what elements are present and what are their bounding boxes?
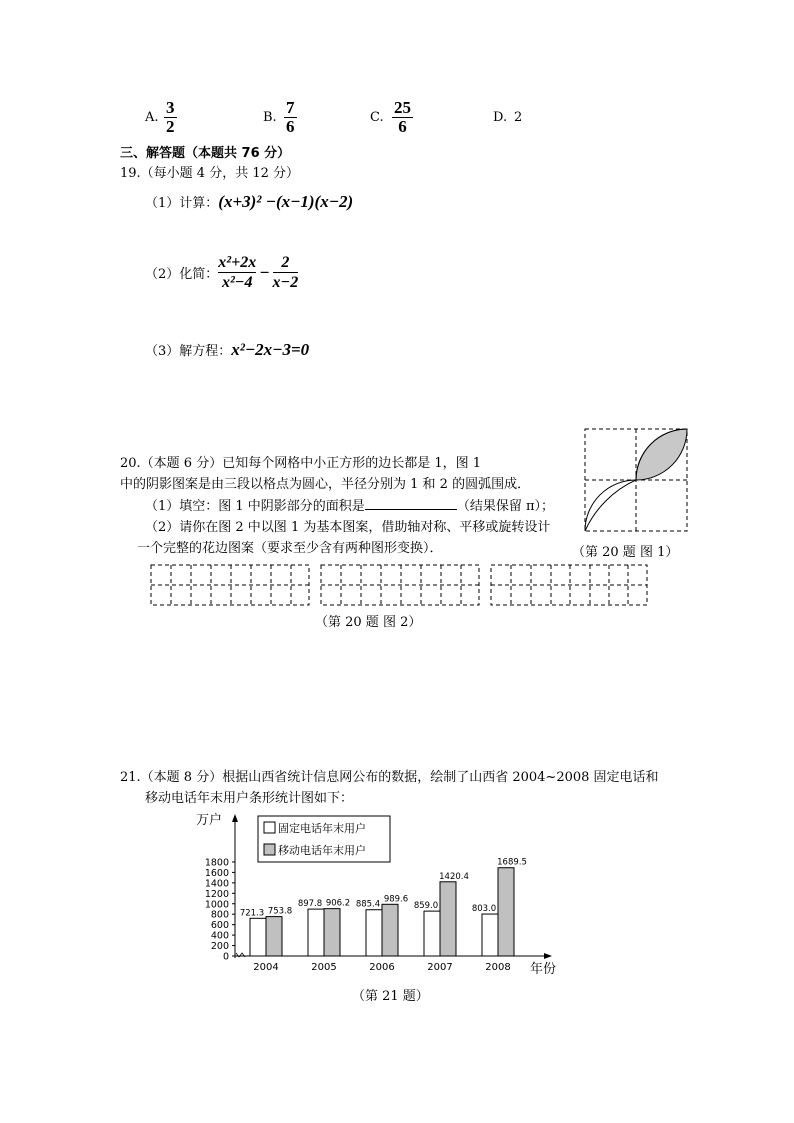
data-label: 897.8 [297, 899, 323, 910]
option-c-label: C. [370, 110, 384, 125]
y-axis-arrow [232, 814, 238, 822]
x-tick-label: 2007 [427, 962, 453, 973]
q19-part2-frac1-den: x²−4 [221, 274, 253, 291]
legend-label: 移动电话年末用户 [278, 844, 366, 857]
bar-fixed [366, 910, 382, 956]
q20-line1: 20.（本题 6 分）已知每个网格中小正方形的边长都是 1，图 1 [120, 456, 482, 471]
q19-part3-label: （3）解方程： [145, 344, 232, 359]
x-tick-label: 2005 [311, 962, 337, 973]
q19-part2-label: （2）化简： [145, 267, 219, 282]
q21-caption: （第 21 题） [352, 989, 429, 1004]
bar-chart [190, 808, 590, 980]
option-a-label: A. [145, 110, 159, 125]
option-c-fraction [392, 99, 413, 136]
q20-line3 [145, 495, 554, 514]
data-label: 906.2 [325, 898, 351, 909]
option-b-fraction [284, 99, 297, 136]
q20-figure1 [583, 427, 689, 535]
y-tick-label: 1200 [204, 888, 229, 900]
option-d-label: D. [493, 110, 508, 125]
bar-fixed [482, 914, 498, 956]
option-b-num: 7 [286, 98, 295, 117]
q19-part1 [145, 192, 353, 212]
q19-part2-frac2-num: 2 [281, 254, 290, 271]
q20-figure2[interactable] [150, 563, 650, 607]
y-tick-label: 1000 [204, 899, 229, 911]
option-a-fraction [164, 99, 177, 136]
grid-3[interactable] [491, 565, 647, 605]
arc-base [585, 480, 636, 531]
bar-mobile [324, 909, 340, 956]
data-label: 885.4 [355, 899, 381, 910]
q20-fig1-caption: （第 20 题 图 1） [572, 545, 679, 560]
y-tick-label: 1400 [204, 878, 229, 890]
bar-fixed [308, 909, 324, 956]
q19-part2 [145, 253, 298, 292]
q19-part2-minus: − [259, 262, 270, 282]
y-tick-label: 0 [222, 951, 229, 963]
section3-heading: 三、解答题（本题共 76 分） [120, 146, 291, 161]
data-label: 753.8 [267, 906, 293, 917]
q20-line4: （2）请你在图 2 中以图 1 为基本图案，借助轴对称、平移或旋转设计 [145, 520, 551, 535]
option-b-label: B. [263, 110, 277, 125]
q19-part3-expression: x²−2x−3=0 [231, 340, 310, 359]
q19-part3 [145, 340, 309, 360]
x-axis-arrow [544, 953, 552, 959]
q20-line2: 中的阴影图案是由三段以格点为圆心，半径分别为 1 和 2 的圆弧围成． [120, 477, 531, 492]
legend-label: 固定电话年末用户 [278, 822, 366, 835]
q20-fig2-caption: （第 20 题 图 2） [315, 615, 422, 630]
option-a-den: 2 [166, 117, 175, 136]
y-tick-label: 1600 [204, 867, 229, 879]
option-d-value: 2 [514, 110, 523, 125]
bar-mobile [382, 904, 398, 956]
grid-1[interactable] [151, 565, 309, 605]
grid-2[interactable] [321, 565, 479, 605]
y-tick-label: 600 [210, 920, 229, 932]
bar-mobile [498, 868, 514, 956]
data-label: 859.0 [413, 901, 439, 912]
option-a-num: 3 [166, 98, 175, 117]
legend-swatch [264, 822, 275, 833]
q19-part2-fraction2 [273, 253, 299, 292]
bar-mobile [440, 882, 456, 956]
option-b-den: 6 [286, 117, 295, 136]
q21-line2: 移动电话年末用户条形统计图如下： [145, 791, 354, 806]
y-tick-label: 800 [210, 909, 229, 921]
x-tick-label: 2006 [369, 962, 395, 973]
y-axis-label: 万户 [196, 813, 223, 828]
data-label: 721.3 [239, 908, 265, 919]
answer-blank[interactable] [365, 497, 457, 510]
legend-swatch [264, 844, 275, 855]
bar-fixed [424, 911, 440, 956]
y-tick-label: 400 [210, 930, 229, 942]
q19-part1-label: （1）计算： [145, 196, 219, 211]
q19-part2-frac1-num: x²+2x [218, 254, 257, 271]
data-label: 989.6 [383, 894, 409, 905]
bar-fixed [250, 918, 266, 956]
q19-part2-frac2-den: x−2 [272, 274, 299, 291]
q20-line5: 一个完整的花边图案（要求至少含有两种图形变换）． [137, 541, 443, 556]
y-tick-label: 1800 [204, 857, 229, 869]
q21-line1: 21.（本题 8 分）根据山西省统计信息网公布的数据，绘制了山西省 2004~2008 固定电话和 [120, 770, 659, 785]
option-c-den: 6 [398, 117, 407, 136]
shaded-region [636, 429, 687, 480]
data-label: 803.0 [471, 904, 497, 915]
y-tick-label: 200 [210, 941, 229, 953]
x-tick-label: 2008 [485, 962, 511, 973]
bar-mobile [266, 917, 282, 956]
q19-header: 19.（每小题 4 分，共 12 分） [120, 166, 300, 181]
x-axis-label: 年份 [530, 962, 557, 977]
option-c-num: 25 [394, 98, 411, 117]
data-label: 1420.4 [439, 871, 469, 882]
q19-part2-fraction1 [218, 253, 256, 292]
x-tick-label: 2004 [253, 962, 279, 973]
data-label: 1689.5 [497, 857, 527, 868]
q20-line3-text: （1）填空：图 1 中阴影部分的面积是 [145, 499, 365, 514]
q19-part1-expression: (x+3)² −(x−1)(x−2) [218, 192, 354, 211]
q20-line3-suffix: （结果保留 π）； [456, 499, 554, 514]
